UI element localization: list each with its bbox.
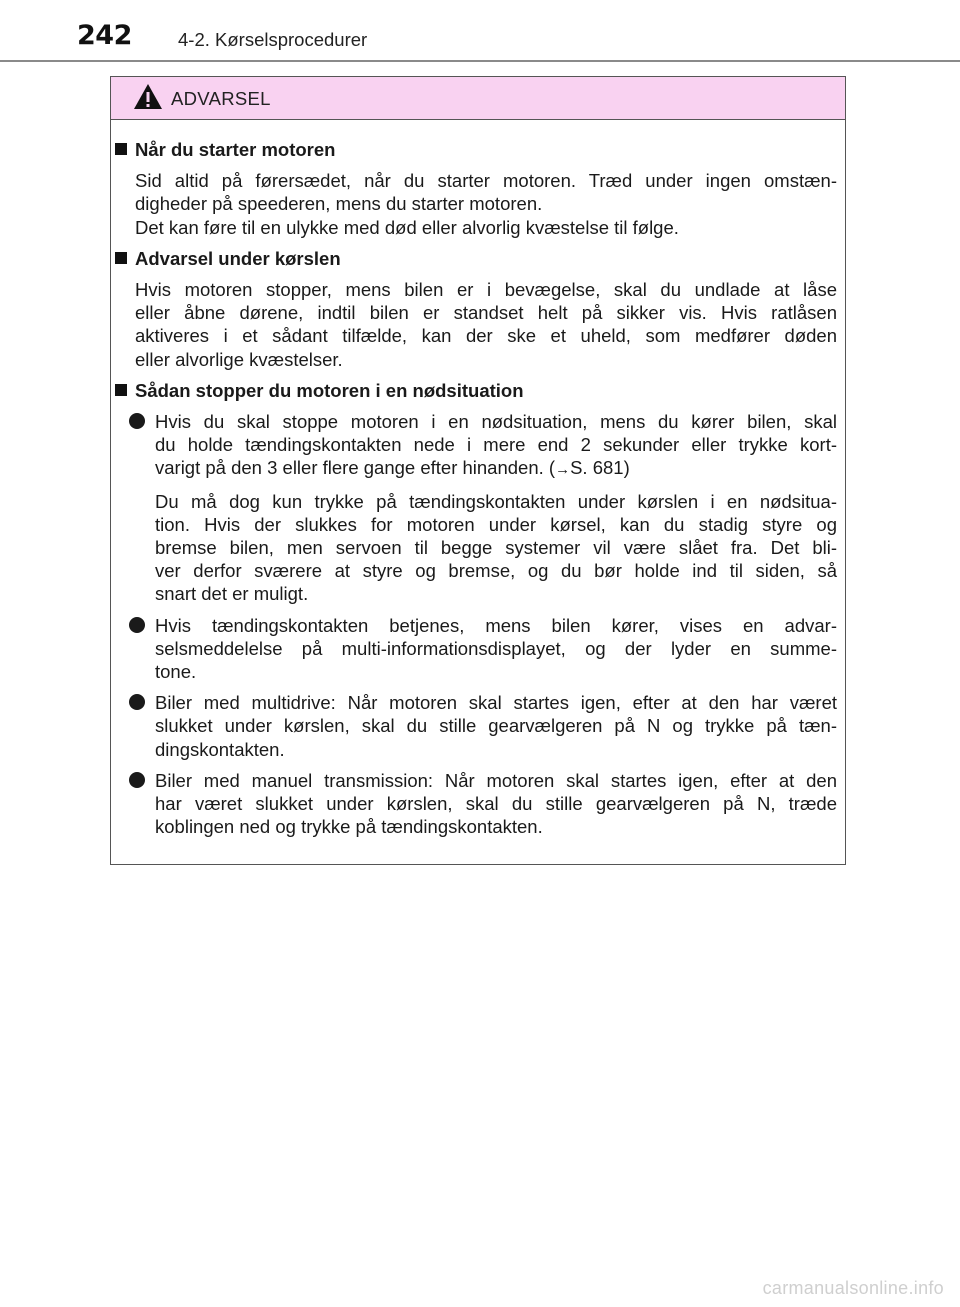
section-heading: Sådan stopper du motoren i en nødsituation bbox=[111, 379, 837, 402]
watermark: carmanualsonline.info bbox=[762, 1278, 944, 1298]
paragraph: Hvis motoren stopper, mens bilen er i bevægelse, skal du undlade at låse eller åbne dørene, indtil bilen er standset helt på sikker vis. Hvis ratlåsen aktiveres i et sådant tilfælde, kan der ske et uheld, som medfører døden eller alvorlige kvæstelser. bbox=[135, 279, 837, 370]
warning-header bbox=[111, 77, 845, 120]
paragraph: Sid altid på førersædet, når du starter motoren. Træd under ingen omstæn- digheder på speederen, mens du starter motoren. Det kan føre til en ulykke med død eller alvorlig kvæstelse til følge. bbox=[135, 170, 837, 238]
square-bullet-icon bbox=[115, 143, 127, 155]
page-reference[interactable]: S. 681) bbox=[570, 457, 630, 479]
list-item: Hvis du skal stoppe motoren i en nødsituation, mens du kører bilen, skal du holde tændingskontakten nede i mere end 2 sekunder eller trykke kort- varigt på den 3 eller flere gange efter hinanden. (→S. 681) bbox=[111, 410, 837, 482]
section-title: 4-2. Kørselsprocedurer bbox=[178, 29, 368, 50]
square-bullet-icon bbox=[115, 384, 127, 396]
round-bullet-icon bbox=[129, 413, 145, 429]
list-item: Hvis tændingskontakten betjenes, mens bilen kører, vises en advar- selsmeddelelse på multi-informationsdisplayet, og der lyder en summe- tone. bbox=[111, 614, 837, 684]
warning-triangle-icon bbox=[133, 83, 163, 110]
arrow-ref-icon: → bbox=[555, 461, 571, 479]
section-heading: Når du starter motoren bbox=[111, 138, 837, 161]
header-divider bbox=[0, 60, 960, 62]
warning-box bbox=[110, 76, 846, 865]
warning-body bbox=[111, 120, 845, 838]
list-item: Biler med manuel transmission: Når motoren skal startes igen, efter at den har været slukket under kørslen, skal du stille gearvælgeren på N, træde koblingen ned og trykke på tændingskontakten. bbox=[111, 769, 837, 839]
page-number: 242 bbox=[77, 20, 132, 51]
round-bullet-icon bbox=[129, 772, 145, 788]
warning-title: ADVARSEL bbox=[171, 88, 271, 109]
round-bullet-icon bbox=[129, 694, 145, 710]
list-item: Biler med multidrive: Når motoren skal startes igen, efter at den har været slukket under kørslen, skal du stille gearvælgeren på N og trykke på tæn- dingskontakten. bbox=[111, 691, 837, 761]
page-header bbox=[0, 0, 960, 62]
square-bullet-icon bbox=[115, 252, 127, 264]
round-bullet-icon bbox=[129, 617, 145, 633]
paragraph: Du må dog kun trykke på tændingskontakten under kørslen i en nødsitua- tion. Hvis der slukkes for motoren under kørsel, kan du stadig styre og bremse bilen, men servoen til begge systemer vil være slået fra. Det bli- ver derfor sværere at styre og bremse, og du bør holde ind til siden, så snart det er muligt. bbox=[155, 490, 837, 605]
section-heading: Advarsel under kørslen bbox=[111, 247, 837, 270]
